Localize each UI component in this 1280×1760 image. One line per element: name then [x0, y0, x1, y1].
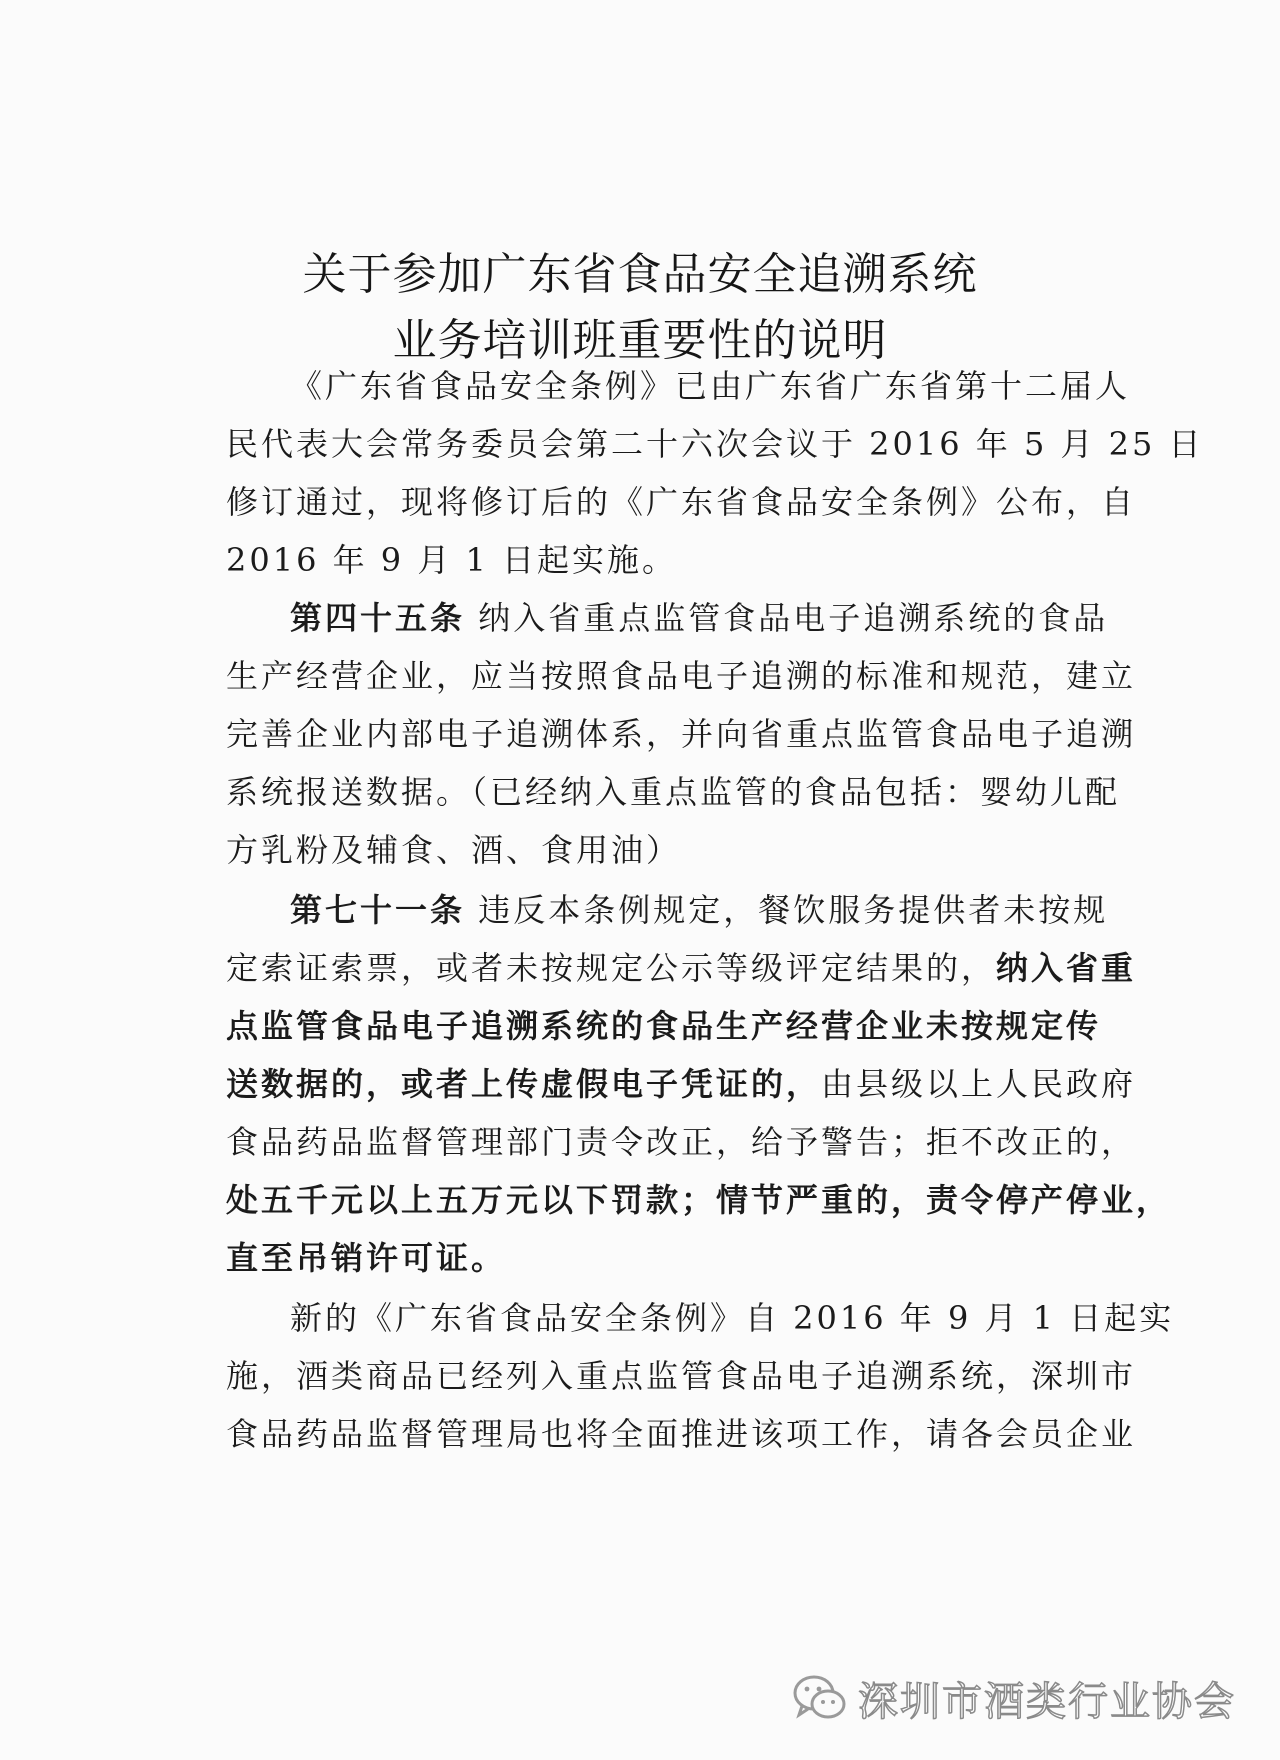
wechat-icon [792, 1673, 848, 1723]
body-line [226, 656, 1137, 696]
body-line [290, 366, 1131, 406]
body-line-bold-tail: 纳入省重 [996, 949, 1137, 987]
body-line [226, 540, 1086, 580]
body-line-bold-part: 送数据的，或者上传虚假电子凭证的， [226, 1065, 822, 1103]
body-line [226, 1180, 1172, 1220]
body-line-text: 《广东省食品安全条例》已由广东省广东省第十二届人 [290, 367, 1131, 405]
body-line-text: 定索证索票，或者未按规定公示等级评定结果的， [226, 949, 997, 987]
body-line-bold-part: 第七十一条 [290, 891, 466, 929]
body-line [226, 1006, 1102, 1046]
document-title-line-2: 业务培训班重要性的说明 [392, 315, 888, 366]
body-line [290, 598, 1109, 638]
body-line-text: 违反本条例规定，餐饮服务提供者未按规 [465, 891, 1109, 929]
body-line [226, 830, 1086, 870]
body-line-text: 完善企业内部电子追溯体系，并向省重点监管食品电子追溯 [226, 715, 1137, 753]
body-line-bold-part: 第四十五条 [290, 599, 466, 637]
body-line-text: 方乳粉及辅食、酒、食用油） [226, 831, 682, 869]
body-line-text: 民代表大会常务委员会第二十六次会议于 2016 年 5 月 25 日 [226, 425, 1204, 463]
body-line-text: 食品药品监督管理部门责令改正，给予警告；拒不改正的， [226, 1123, 1137, 1161]
body-line-text: 修订通过，现将修订后的《广东省食品安全条例》公布，自 [226, 483, 1137, 521]
body-line [226, 1414, 1137, 1454]
body-line [290, 1298, 1175, 1338]
body-line-text: 食品药品监督管理局也将全面推进该项工作，请各会员企业 [226, 1415, 1137, 1453]
body-line [226, 1238, 1086, 1278]
body-line [226, 948, 1137, 988]
body-line-text: 新的《广东省食品安全条例》自 2016 年 9 月 1 日起实 [290, 1299, 1175, 1337]
body-line-text: 由县级以上人民政府 [821, 1065, 1137, 1103]
watermark-text: 深圳市酒类行业协会 [858, 1678, 1236, 1725]
body-line [226, 1356, 1137, 1396]
body-line-text: 直至吊销许可证。 [226, 1239, 507, 1277]
body-line-text: 处五千元以上五万元以下罚款；情节严重的，责令停产停业， [226, 1181, 1172, 1219]
body-line-text: 点监管食品电子追溯系统的食品生产经营企业未按规定传 [226, 1007, 1102, 1045]
body-line [226, 1122, 1137, 1162]
body-line [226, 424, 1204, 464]
body-line-text: 生产经营企业，应当按照食品电子追溯的标准和规范，建立 [226, 657, 1137, 695]
document-title-line-1: 关于参加广东省食品安全追溯系统 [302, 249, 978, 300]
body-line [226, 772, 1121, 812]
watermark [792, 1668, 1262, 1728]
body-line [226, 1064, 1137, 1104]
body-line-text: 施，酒类商品已经列入重点监管食品电子追溯系统，深圳市 [226, 1357, 1137, 1395]
body-line [290, 890, 1109, 930]
body-line [226, 482, 1137, 522]
body-line [226, 714, 1137, 754]
body-line-text: 纳入省重点监管食品电子追溯系统的食品 [465, 599, 1109, 637]
body-line-text: 系统报送数据。（已经纳入重点监管的食品包括：婴幼儿配 [226, 773, 1121, 811]
body-line-text: 2016 年 9 月 1 日起实施。 [226, 541, 678, 579]
